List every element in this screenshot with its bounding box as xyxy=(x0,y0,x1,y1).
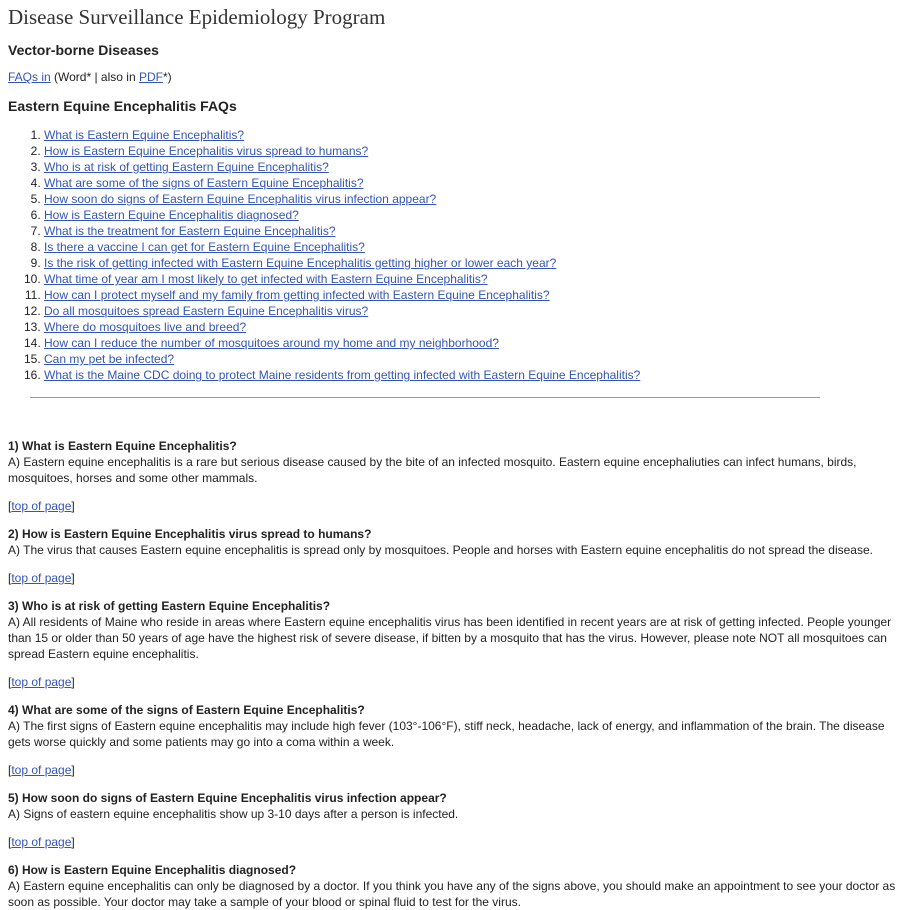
faq-formats-text-end: *) xyxy=(162,70,172,84)
toc-link[interactable]: How can I reduce the number of mosquitoes around my home and my neighborhood? xyxy=(44,336,499,350)
faq-entry xyxy=(8,702,900,750)
faqs-in-word-link[interactable]: FAQs in xyxy=(8,70,51,84)
page xyxy=(0,4,908,910)
bracket: ] xyxy=(71,499,75,513)
page-title: Disease Surveillance Epidemiology Program xyxy=(8,5,386,29)
toc-link[interactable]: How soon do signs of Eastern Equine Encephalitis virus infection appear? xyxy=(44,192,437,206)
bracket: [ xyxy=(8,499,12,513)
faq-answer: A) The virus that causes Eastern equine encephalitis is spread only by mosquitoes. People and horses with Eastern equine encephalitis do not spread the disease. xyxy=(8,543,873,557)
toc-link[interactable]: Is the risk of getting infected with Eastern Equine Encephalitis getting higher or lower each year? xyxy=(44,256,557,270)
toc-item xyxy=(44,335,900,351)
top-of-page-row xyxy=(8,834,900,850)
faq-answers xyxy=(8,438,900,910)
faq-question: 1) What is Eastern Equine Encephalitis? xyxy=(8,439,237,453)
toc-item xyxy=(44,255,900,271)
toc-item xyxy=(44,239,900,255)
toc-link[interactable]: What is the Maine CDC doing to protect Maine residents from getting infected with Eastern Equine Encephalitis? xyxy=(44,368,641,382)
toc-item xyxy=(44,287,900,303)
bracket: ] xyxy=(71,835,75,849)
faq-entry xyxy=(8,790,900,822)
faq-question: 6) How is Eastern Equine Encephalitis diagnosed? xyxy=(8,863,297,877)
faq-heading: Eastern Equine Encephalitis FAQs xyxy=(8,98,237,114)
faq-question: 2) How is Eastern Equine Encephalitis virus spread to humans? xyxy=(8,527,372,541)
bracket: [ xyxy=(8,571,12,585)
toc-link[interactable]: How can I protect myself and my family from getting infected with Eastern Equine Encephalitis? xyxy=(44,288,550,302)
toc-item xyxy=(44,367,900,383)
toc-link[interactable]: What is the treatment for Eastern Equine Encephalitis? xyxy=(44,224,336,238)
faq-question: 5) How soon do signs of Eastern Equine Encephalitis virus infection appear? xyxy=(8,791,447,805)
toc-item xyxy=(44,223,900,239)
toc-item xyxy=(44,175,900,191)
faq-entry xyxy=(8,598,900,662)
toc-link[interactable]: Can my pet be infected? xyxy=(44,352,175,366)
toc-item xyxy=(44,159,900,175)
toc-item xyxy=(44,351,900,367)
pdf-link[interactable]: PDF xyxy=(138,70,163,84)
toc-link[interactable]: Do all mosquitoes spread Eastern Equine Encephalitis virus? xyxy=(44,304,369,318)
top-of-page-link[interactable]: top of page xyxy=(11,835,72,849)
toc-item xyxy=(44,303,900,319)
faq-table-of-contents xyxy=(8,127,900,383)
toc-link[interactable]: What time of year am I most likely to get infected with Eastern Equine Encephalitis? xyxy=(44,272,488,286)
bracket: [ xyxy=(8,675,12,689)
toc-item xyxy=(44,143,900,159)
faq-question: 4) What are some of the signs of Eastern Equine Encephalitis? xyxy=(8,703,365,717)
faq-entry xyxy=(8,862,900,910)
top-of-page-link[interactable]: top of page xyxy=(11,571,72,585)
faq-answer: A) Eastern equine encephalitis is a rare but serious disease caused by the bite of an infected mosquito. Eastern equine encephaliuties can infect humans, birds, mosquitoes, horses and some other mammals. xyxy=(8,455,857,485)
faq-answer: A) All residents of Maine who reside in areas where Eastern equine encephalitis virus has been identified in recent years are at risk of getting infected. People younger than 15 or older than 50 years of age have the highest risk of severe disease, if bitten by a mosquito that has the virus. However, please note NOT all mosquitoes can spread Eastern equine encephalitis. xyxy=(8,615,892,661)
top-of-page-row xyxy=(8,498,900,514)
faq-entry xyxy=(8,438,900,486)
faq-answer: A) Eastern equine encephalitis can only be diagnosed by a doctor. If you think you have any of the signs above, you should make an appointment to see your doctor as soon as possible. Your doctor may take a sample of your blood or spinal fluid to test for the virus. xyxy=(8,879,896,909)
top-of-page-link[interactable]: top of page xyxy=(11,499,72,513)
faq-answer: A) Signs of eastern equine encephalitis show up 3-10 days after a person is infected. xyxy=(8,807,459,821)
top-of-page-row xyxy=(8,570,900,586)
toc-link[interactable]: How is Eastern Equine Encephalitis diagnosed? xyxy=(44,208,299,222)
toc-item xyxy=(44,191,900,207)
faq-question: 3) Who is at risk of getting Eastern Equine Encephalitis? xyxy=(8,599,331,613)
toc-link[interactable]: Is there a vaccine I can get for Eastern Equine Encephalitis? xyxy=(44,240,365,254)
toc-link[interactable]: How is Eastern Equine Encephalitis virus spread to humans? xyxy=(44,144,369,158)
faq-formats-text: (Word* | also in xyxy=(50,70,139,84)
top-of-page-link[interactable]: top of page xyxy=(11,763,72,777)
top-of-page-row xyxy=(8,674,900,690)
toc-link[interactable]: Who is at risk of getting Eastern Equine Encephalitis? xyxy=(44,160,329,174)
faq-entry xyxy=(8,526,900,558)
bracket: ] xyxy=(71,675,75,689)
toc-item xyxy=(44,271,900,287)
toc-link[interactable]: Where do mosquitoes live and breed? xyxy=(44,320,247,334)
toc-item xyxy=(44,319,900,335)
bracket: ] xyxy=(71,763,75,777)
faq-answer: A) The first signs of Eastern equine encephalitis may include high fever (103°-106°F), stiff neck, headache, lack of energy, and inflammation of the brain. The disease gets worse quickly and some patients may go into a coma within a week. xyxy=(8,719,885,749)
toc-link[interactable]: What are some of the signs of Eastern Equine Encephalitis? xyxy=(44,176,364,190)
toc-item xyxy=(44,127,900,143)
top-of-page-link[interactable]: top of page xyxy=(11,675,72,689)
bracket: [ xyxy=(8,763,12,777)
bracket: [ xyxy=(8,835,12,849)
toc-link[interactable]: What is Eastern Equine Encephalitis? xyxy=(44,128,245,142)
faq-formats-line xyxy=(8,69,900,85)
toc-item xyxy=(44,207,900,223)
top-of-page-row xyxy=(8,762,900,778)
bracket: ] xyxy=(71,571,75,585)
divider xyxy=(30,397,820,398)
section-title: Vector-borne Diseases xyxy=(8,42,159,58)
